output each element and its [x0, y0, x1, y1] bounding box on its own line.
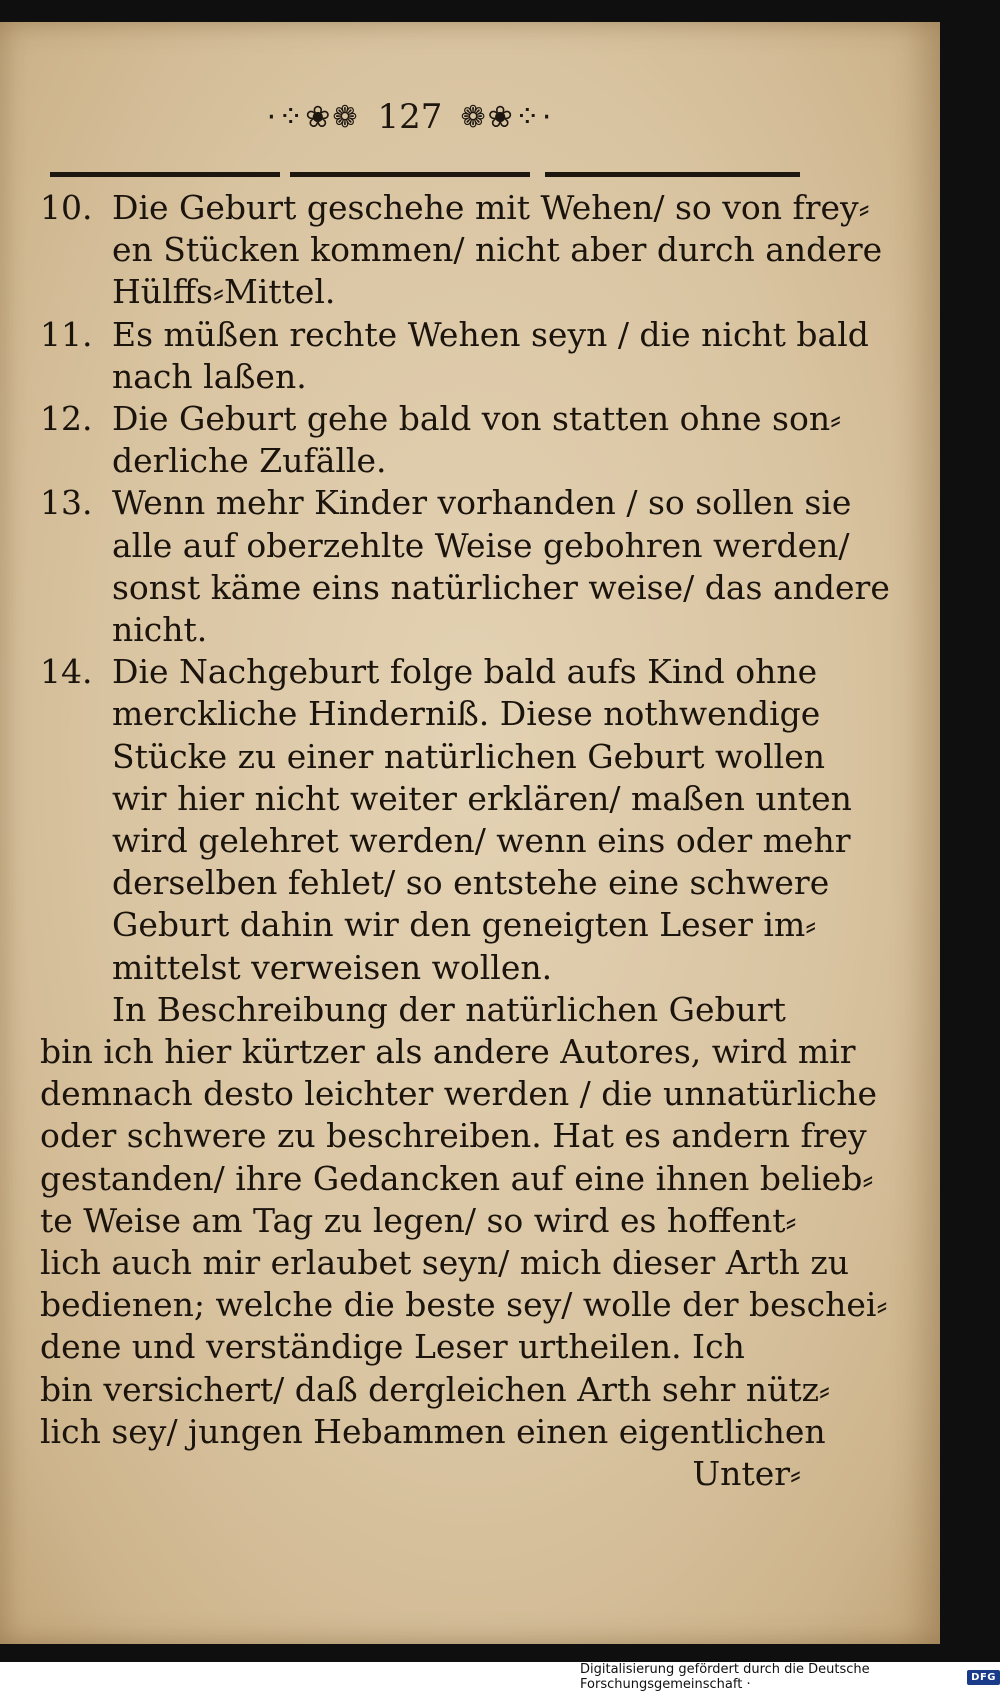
text-line: bedienen; welche die beste sey/ wolle der beschei⸗ [40, 1285, 888, 1325]
text-line: te Weise am Tag zu legen/ so wird es hoffent⸗ [40, 1200, 797, 1240]
text-line: en Stücken kommen/ nicht aber durch andere [112, 230, 883, 270]
item-number: 13. [40, 483, 93, 523]
text-line: mittelst verweisen wollen. [112, 947, 553, 987]
item-text [112, 651, 852, 989]
numbered-list [40, 187, 890, 989]
text-line: bin ich hier kürtzer als andere Autores, wird mir [40, 1032, 856, 1072]
body-text [40, 187, 890, 1495]
credit-text: Digitalisierung gefördert durch die Deutsche Forschungsgemeinschaft · [580, 1662, 870, 1692]
item-number: 11. [40, 314, 93, 354]
list-item [40, 482, 890, 651]
text-line: lich sey/ jungen Hebammen einen eigentlichen [40, 1411, 826, 1451]
text-line: Stücke zu einer natürlichen Geburt wollen [112, 736, 826, 776]
text-line: alle auf oberzehlte Weise gebohren werden/ [112, 525, 850, 565]
text-line: merckliche Hinderniß. Diese nothwendige [112, 694, 821, 734]
text-line: Die Geburt gehe bald von statten ohne son⸗ [112, 399, 842, 439]
text-line: sonst käme eins natürlicher weise/ das andere [112, 567, 890, 607]
book-page [0, 22, 940, 1644]
text-line: Wenn mehr Kinder vorhanden / so sollen sie [112, 483, 852, 523]
list-item [40, 187, 883, 314]
text-line: wir hier nicht weiter erklären/ maßen unten [112, 778, 852, 818]
text-line: Die Geburt geschehe mit Wehen/ so von frey⸗ [112, 188, 870, 227]
text-line: oder schwere zu beschreiben. Hat es andern frey [40, 1116, 867, 1156]
text-line: In Beschreibung der natürlichen Geburt [112, 989, 786, 1029]
list-item [40, 398, 842, 482]
catchword: Unter⸗ [692, 1454, 801, 1494]
item-text [112, 187, 882, 314]
header-rule-right [545, 172, 800, 177]
item-text [112, 482, 890, 651]
text-line: Hülffs⸗Mittel. [112, 272, 336, 312]
body-paragraph [40, 989, 888, 1453]
digitization-credit [580, 1662, 1000, 1692]
ornament-right: ❁❀⁘· [460, 99, 554, 135]
item-number: 12. [40, 399, 93, 439]
list-item [40, 314, 869, 398]
text-line: bin versichert/ daß dergleichen Arth sehr nütz⸗ [40, 1369, 831, 1409]
item-number: 10. [40, 188, 93, 227]
item-text [112, 398, 841, 482]
dfg-logo: DFG [967, 1670, 1000, 1685]
list-item [40, 651, 852, 989]
text-line: nach laßen. [112, 356, 307, 396]
text-line: Es müßen rechte Wehen seyn / die nicht bald [112, 314, 869, 354]
page-header [230, 92, 590, 142]
text-line: dene und verständige Leser urtheilen. Ich [40, 1327, 745, 1367]
text-line: lich auch mir erlaubet seyn/ mich dieser Arth zu [40, 1243, 850, 1283]
text-line: Geburt dahin wir den geneigten Leser im⸗ [112, 905, 817, 945]
ornament-left: ·⁘❀❁ [266, 99, 360, 135]
item-text [112, 314, 869, 398]
text-line: demnach desto leichter werden / die unnatürliche [40, 1074, 878, 1114]
text-line: gestanden/ ihre Gedancken auf eine ihnen belieb⸗ [40, 1158, 874, 1198]
page-number: 127 [377, 97, 443, 137]
text-line: nicht. [112, 610, 208, 650]
text-line: Die Nachgeburt folge bald aufs Kind ohne [112, 652, 818, 692]
text-line: derselben fehlet/ so entstehe eine schwere [112, 863, 830, 903]
item-number: 14. [40, 652, 93, 692]
header-rule-left [50, 172, 280, 177]
text-line: wird gelehret werden/ wenn eins oder mehr [112, 821, 851, 861]
header-rule-middle [290, 172, 530, 177]
text-line: derliche Zufälle. [112, 441, 387, 481]
